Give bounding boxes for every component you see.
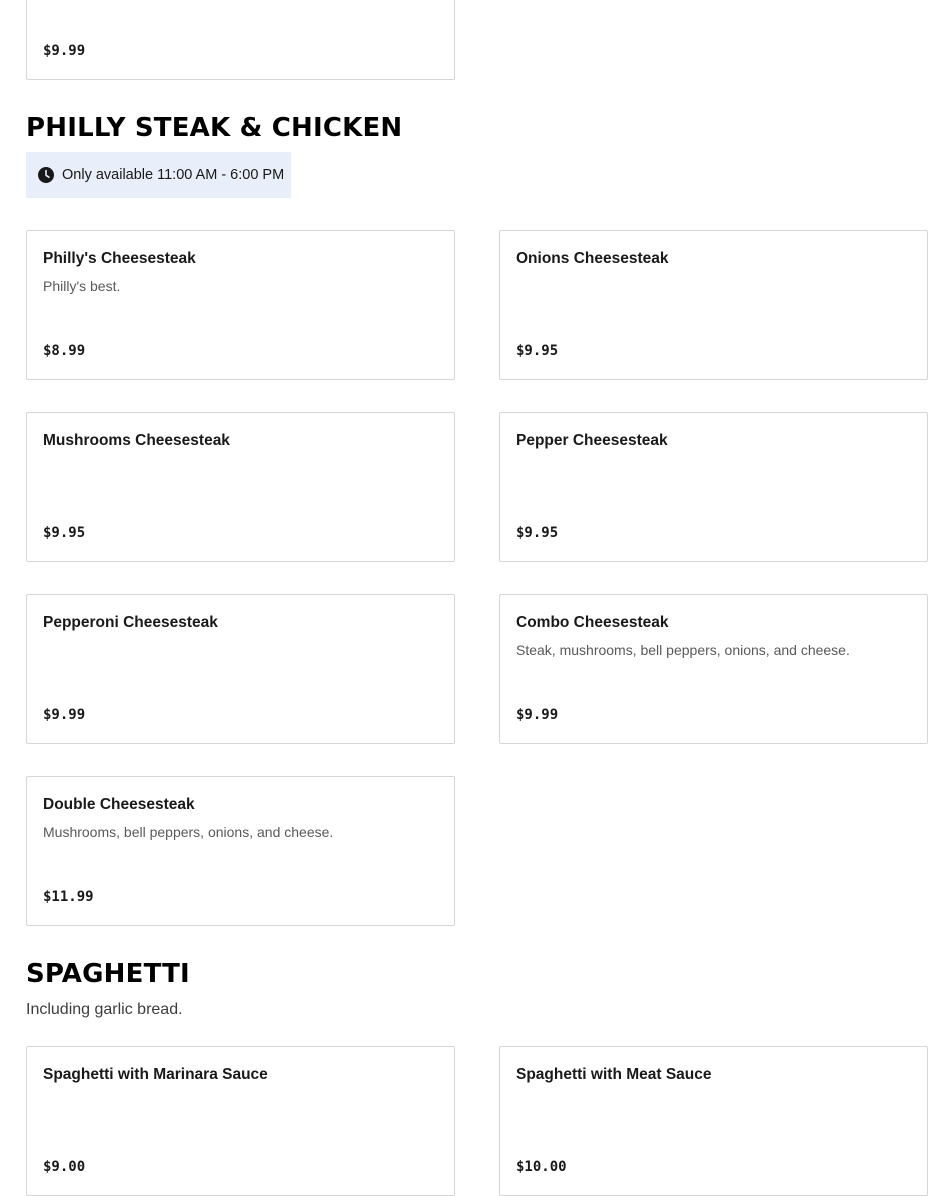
section-note: Including garlic bread.: [26, 1001, 183, 1018]
item-price: $9.95: [516, 343, 559, 359]
menu-item-card[interactable]: [499, 1046, 928, 1196]
menu-item-card[interactable]: [499, 230, 928, 380]
item-price: $9.95: [516, 525, 559, 541]
item-price: $9.95: [43, 525, 86, 541]
item-price: $9.99: [43, 707, 86, 723]
item-price: $9.99: [516, 707, 559, 723]
section-title-spaghetti: SPAGHETTI: [26, 959, 190, 989]
availability-banner: [26, 152, 291, 198]
item-description: Mushrooms, bell peppers, onions, and cheese.: [43, 824, 334, 840]
item-price: $9.00: [43, 1159, 86, 1175]
clock-icon: [38, 167, 54, 183]
menu-item-card[interactable]: [499, 412, 928, 562]
item-description: Philly's best.: [43, 278, 121, 294]
item-price: $11.99: [43, 889, 94, 905]
item-description: Steak, mushrooms, bell peppers, onions, and cheese.: [516, 642, 850, 658]
section-title-philly: PHILLY STEAK & CHICKEN: [26, 113, 403, 143]
item-name: Spaghetti with Meat Sauce: [516, 1066, 712, 1083]
item-name: Pepperoni Cheesesteak: [43, 614, 218, 631]
menu-item-card[interactable]: [26, 0, 455, 80]
menu-item-card[interactable]: [499, 594, 928, 744]
item-price: $9.99: [43, 43, 86, 59]
item-name: Mushrooms Cheesesteak: [43, 432, 230, 449]
menu-item-card[interactable]: [26, 230, 455, 380]
item-name: Double Cheesesteak: [43, 796, 195, 813]
item-price: $8.99: [43, 343, 86, 359]
availability-text: Only available 11:00 AM - 6:00 PM: [62, 167, 285, 183]
menu-item-card[interactable]: [26, 1046, 455, 1196]
menu-item-card[interactable]: [26, 594, 455, 744]
menu-item-card[interactable]: [26, 412, 455, 562]
item-name: Combo Cheesesteak: [516, 614, 669, 631]
item-name: Onions Cheesesteak: [516, 250, 669, 267]
item-name: Philly's Cheesesteak: [43, 250, 196, 267]
item-name: Spaghetti with Marinara Sauce: [43, 1066, 268, 1083]
menu-item-card[interactable]: [26, 776, 455, 926]
item-price: $10.00: [516, 1159, 567, 1175]
item-name: Pepper Cheesesteak: [516, 432, 668, 449]
